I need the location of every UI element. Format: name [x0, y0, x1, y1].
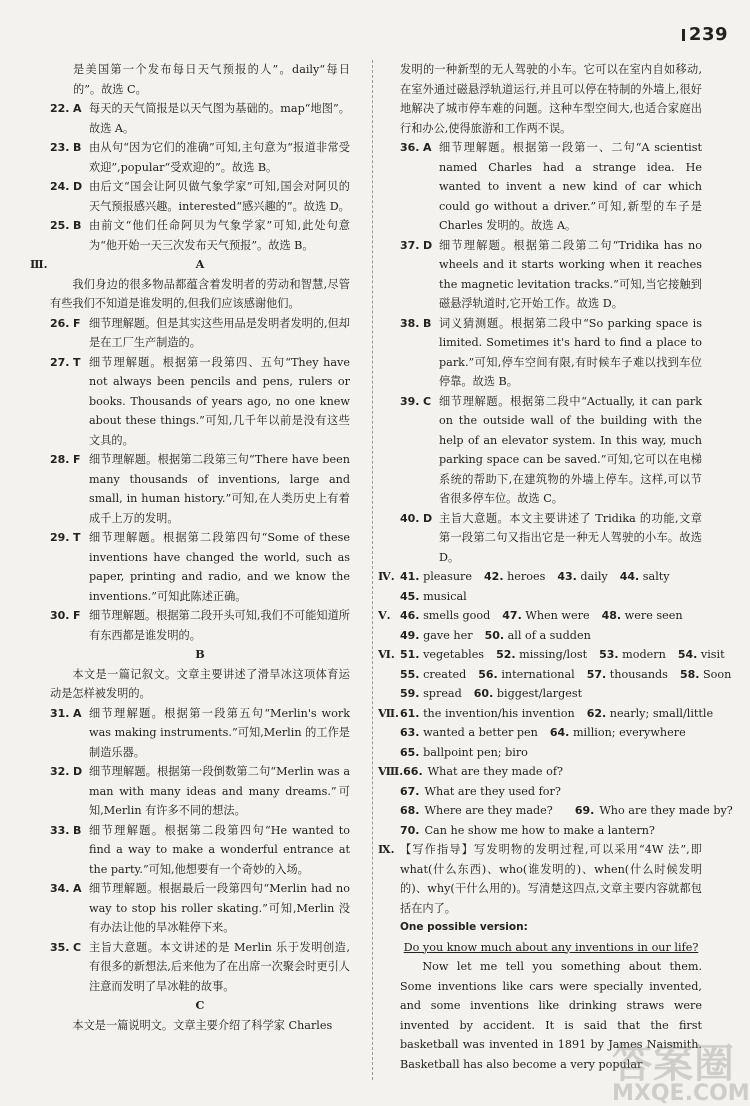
answer-item: 40. D 主旨大意题。本文主要讲述了 Tridika 的功能,文章第一段第二句又指出它是一种无人驾驶的小车。故选 D。	[400, 511, 702, 564]
section-number: Ⅵ.	[378, 647, 395, 661]
section-number: Ⅷ.	[378, 764, 404, 778]
answer-item: 34. A 细节理解题。根据最后一段第四句“Merlin had no way to stop his roller skating.”可知,Merlin 没有办法让他的旱冰鞋停下来。	[50, 882, 350, 934]
answer-row: Ⅷ. 66. What are they made of?	[400, 762, 702, 782]
section-number: Ⅸ.	[378, 842, 395, 856]
answer-item: 26. F 细节理解题。但是其实这些用品是发明者发明的,但却是在工厂生产制造的。	[50, 316, 350, 349]
answer-item: 35. C 主旨大意题。本文讲述的是 Merlin 乐于发明创造,有很多的新想法,后来他为了在出席一次聚会时更引人注意而发明了旱冰鞋的故事。	[50, 940, 350, 993]
answer-row: 65. ballpoint pen; biro	[400, 745, 528, 759]
essay-body: Now let me tell you something about them. Some inventions like cars were specially invented, and some inventions like drinking straws were invented by accident. It is said that the first basketball was invented in 1891 by James Naismith. Basketball has also become a very popular	[400, 960, 702, 1071]
passage-letter: A	[195, 257, 205, 271]
answer-item: 28. F 细节理解题。根据第二段第三句“There have been many thousands of inventions, large and small, in human history.”可知,在人类历史上有着成千上万的发明。	[50, 453, 350, 525]
passage-intro-continuation: 发明的一种新型的无人驾驶的小车。它可以在室内自如移动,在室外通过磁悬浮轨道运行,并且可以停在特制的外墙上,很好地解决了城市停车难的问题。这种车型空间大,也适合家庭出行和办公,使得旅游和工作两不误。	[400, 63, 702, 135]
answer-item: 22. A 每天的天气简报是以天气图为基础的。map“地图”。故选 A。	[50, 102, 350, 135]
answer-item: 38. B 词义猜测题。根据第二段中“So parking space is limited. Sometimes it's hard to find a place to park.”可知,停车空间有限,有时候车子难以找到车位停靠。故选 B。	[400, 316, 702, 388]
watermark-site: MXQE.COM	[612, 1081, 750, 1106]
right-column	[378, 60, 733, 1074]
answer-item: 36. A 细节理解题。根据第一段第一、二句“A scientist named Charles had a strange idea. He wanted to invent a new kind of car which could go without a driver.”可知,新型的车子是 Charles 发明的。故选 A。	[400, 141, 702, 232]
page-header	[682, 24, 728, 45]
answer-row: 67. What are they used for?	[400, 784, 561, 798]
answer-item: 37. D 细节理解题。根据第二段第二句“Tridika has no wheels and it starts working when it reaches the magnetic levitation tracks.”可知,当它接触到磁悬浮轨道时,它开始工作。故选 D。	[400, 238, 702, 310]
answer-row: 49. gave her 50. all of a sudden	[400, 628, 591, 642]
watermark-logo: 答案圈	[612, 1041, 735, 1087]
possible-version-label: One possible version:	[400, 921, 528, 933]
section-heading	[30, 255, 350, 275]
answer-row: 68. Where are they made? 69. Who are they made by?	[400, 804, 733, 817]
passage-letter: B	[195, 647, 205, 661]
answer-row: 70. Can he show me how to make a lantern?	[400, 823, 655, 837]
answer-row: Ⅳ. 41. pleasure 42. heroes 43. daily 44. salty	[400, 567, 702, 587]
answer-item: 31. A 细节理解题。根据第一段第五句“Merlin's work was making instruments.”可知,Merlin 的工作是制造乐器。	[50, 706, 350, 759]
answer-item: 32. D 细节理解题。根据第一段倒数第二句“Merlin was a man with many ideas and many dreams.”可知,Merlin 有许多不同的想法。	[50, 765, 350, 817]
answer-item: 39. C 细节理解题。根据第二段中“Actually, it can park on the outside wall of the building with the help of an elevator system. In this way, much parking space can be saved.”可知,它可以在电梯系统的帮助下,在建筑物的外墙上停车。这样,可以节省很多停车位。故选 C。	[400, 394, 702, 505]
answer-row: Ⅵ. 51. vegetables 52. missing/lost 53. modern 54. visit	[400, 645, 702, 665]
site-watermark	[612, 1032, 750, 1106]
page-marker	[682, 29, 685, 41]
answer-row: Ⅴ. 46. smells good 47. When were 48. were seen	[400, 606, 702, 626]
section-number: Ⅶ.	[378, 705, 399, 720]
essay-title: Do you know much about any inventions in our life?	[403, 940, 699, 954]
answer-row: 55. created 56. international 57. thousands 58. Soon	[400, 667, 732, 681]
answer-item: 30. F 细节理解题。根据第二段开头可知,我们不可能知道所有东西都是谁发明的。	[50, 609, 350, 642]
answer-row: Ⅶ. 61. the invention/his invention 62. nearly; small/little	[400, 704, 702, 724]
left-column	[30, 60, 350, 1035]
passage-letter: C	[195, 998, 205, 1012]
section-number: Ⅴ.	[378, 608, 391, 622]
section-number: Ⅲ.	[30, 257, 48, 271]
answer-item: 33. B 细节理解题。根据第二段第四句“He wanted to find a way to make a wonderful entrance at the party.”可知,他想要有一个奇妙的入场。	[50, 823, 350, 876]
passage-intro: 本文是一篇记叙文。文章主要讲述了滑旱冰这项体育运动是怎样被发明的。	[50, 667, 350, 700]
answer-row: 59. spread 60. biggest/largest	[400, 687, 583, 700]
answer-item: 27. T 细节理解题。根据第一段第四、五句“They have not always been pencils and pens, rulers or books. Thousands of years ago, no one knew about these things.”可知,几千年以前是没有这些文具的。	[50, 355, 350, 447]
answer-item: 23. B 由从句“因为它们的准确”可知,主句意为“报道非常受欢迎”,popular“受欢迎的”。故选 B。	[50, 141, 350, 174]
writing-guide: Ⅸ. 【写作指导】写发明物的发明过程,可以采用“4W 法”,即 what(什么东西)、who(谁发明的)、when(什么时候发明的)、why(干什么用的)。写清楚这四点,文章主要内容就都包括在内了。	[400, 840, 702, 918]
answer-item: 24. D 由后文“国会让阿贝做气象学家”可知,国会对阿贝的天气预报感兴趣。interested“感兴趣的”。故选 D。	[50, 180, 350, 213]
answer-continuation: 是美国第一个发布每日天气预报的人”。daily“每日的”。故选 C。	[73, 63, 350, 96]
answer-item: 25. B 由前文“他们任命阿贝为气象学家”可知,此处句意为“他开始一天三次发布天气预报”。故选 B。	[50, 219, 350, 252]
passage-intro: 我们身边的很多物品都蕴含着发明者的劳动和智慧,尽管有些我们不知道是谁发明的,但我们应该感谢他们。	[50, 277, 350, 310]
page-number: 239	[688, 24, 728, 45]
passage-intro: 本文是一篇说明文。文章主要介绍了科学家 Charles	[72, 1018, 333, 1032]
column-divider	[372, 60, 373, 1080]
answer-row: 63. wanted a better pen 64. million; everywhere	[400, 726, 686, 739]
section-number: Ⅳ.	[378, 569, 395, 583]
answer-item: 29. T 细节理解题。根据第二段第四句“Some of these inventions have changed the world, such as paper, printing and radio, and we know the inventions.”可知此陈述正确。	[50, 531, 350, 603]
answer-row: 45. musical	[400, 589, 467, 603]
